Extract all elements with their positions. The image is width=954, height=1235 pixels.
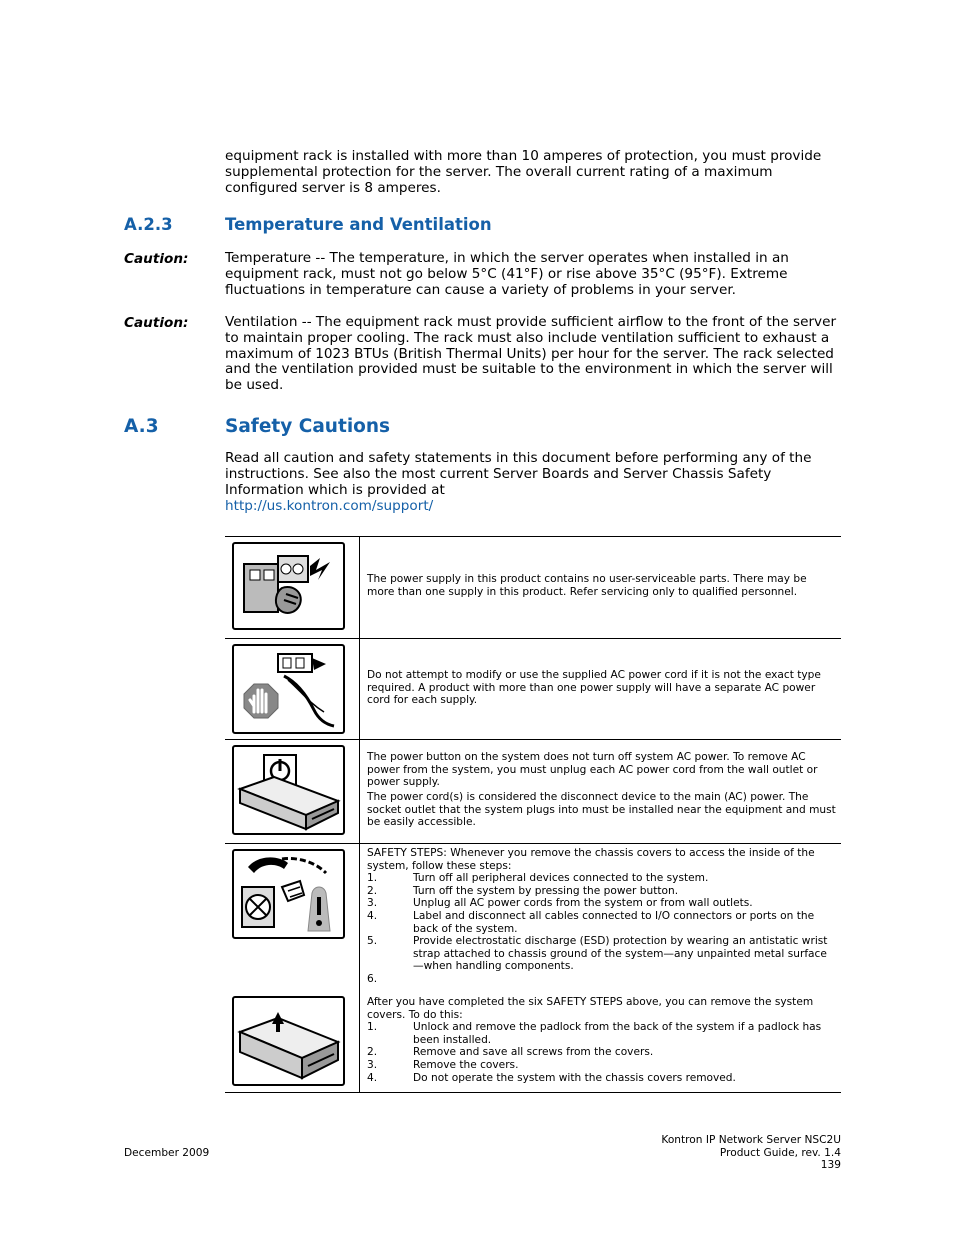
table-row-divider bbox=[225, 843, 841, 844]
row1-text: The power supply in this product contains no user-serviceable parts. There may be more than one supply in this product. Refer servicing only to qualified personnel. bbox=[367, 573, 807, 598]
table-row-divider bbox=[225, 739, 841, 740]
list-item: 1. Unlock and remove the padlock from the back of the system if a padlock has been installed. bbox=[367, 1021, 822, 1046]
footer-guide: Product Guide, rev. 1.4 bbox=[719, 1146, 841, 1159]
support-link[interactable]: http://us.kontron.com/support/ bbox=[225, 498, 434, 514]
list-item: 3. Remove the covers. bbox=[367, 1058, 519, 1071]
intro-paragraph: equipment rack is installed with more than 10 amperes of protection, you must provide supplemental protection for the server. The overall current rating of a maximum configured server is 8 amperes. bbox=[225, 148, 822, 196]
table-bottom-border bbox=[225, 1092, 841, 1093]
caution-label-temperature: Caution: bbox=[124, 251, 189, 267]
footer-date: December 2009 bbox=[124, 1147, 210, 1159]
table-row-divider bbox=[225, 638, 841, 639]
cover-removal-block bbox=[367, 996, 837, 1084]
power-supply-shock-icon bbox=[232, 542, 345, 630]
cover-removal-intro: After you have completed the six SAFETY STEPS above, you can remove the system covers. To do this: bbox=[367, 996, 814, 1021]
caution-text-ventilation: Ventilation -- The equipment rack must provide sufficient airflow to the front of the server to maintain proper cooling. The rack must also include ventilation sufficient to exhaust a maximum of 1023 BTUs (British Thermal Units) per hour for the server. The rack selected and the ventilation provided must be suitable to the environment in which the server will be used. bbox=[225, 314, 837, 394]
list-item: 2. Turn off the system by pressing the power button. bbox=[367, 884, 679, 897]
table-top-border bbox=[225, 536, 841, 537]
safety-intro-paragraph: Read all caution and safety statements in this document before performing any of the instructions. See also the most current Server Boards and Server Chassis Safety Information which is provided at bbox=[225, 450, 812, 498]
row3-text-2: The power cord(s) is considered the disconnect device to the main (AC) power. The socket outlet that the system plugs into must be installed near the equipment and must be easily accessible. bbox=[367, 791, 836, 829]
list-item: 6. bbox=[367, 972, 378, 985]
footer-page-number: 139 bbox=[820, 1159, 841, 1172]
safety-steps-block bbox=[367, 847, 837, 986]
safety-steps-intro: SAFETY STEPS: Whenever you remove the chassis covers to access the inside of the system, follow these steps: bbox=[367, 847, 815, 872]
section-title-safety: Safety Cautions bbox=[225, 416, 391, 437]
list-item: 4. Label and disconnect all cables connected to I/O connectors or ports on the back of the system. bbox=[367, 909, 815, 935]
footer-block bbox=[661, 1134, 841, 1172]
caution-label-ventilation: Caution: bbox=[124, 315, 189, 331]
server-power-button-icon bbox=[232, 745, 345, 835]
section-title-temperature: Temperature and Ventilation bbox=[225, 215, 492, 234]
table-column-divider bbox=[359, 536, 360, 1093]
power-cord-stop-hand-icon bbox=[232, 644, 345, 734]
section-number-a3: A.3 bbox=[124, 416, 159, 437]
section-number-a23: A.2.3 bbox=[124, 215, 173, 234]
footer-product: Kontron IP Network Server NSC2U bbox=[661, 1134, 841, 1146]
list-item: 4. Do not operate the system with the chassis covers removed. bbox=[367, 1071, 736, 1084]
safety-steps-warning-icon bbox=[232, 849, 345, 939]
list-item: 1. Turn off all peripheral devices connected to the system. bbox=[367, 872, 709, 885]
row2-text: Do not attempt to modify or use the supplied AC power cord if it is not the exact type required. A product with more than one power supply will have a separate AC power cord for each supply. bbox=[367, 669, 821, 707]
list-item: 2. Remove and save all screws from the covers. bbox=[367, 1046, 654, 1059]
chassis-cover-removal-icon bbox=[232, 996, 345, 1086]
list-item: 3. Unplug all AC power cords from the system or from wall outlets. bbox=[367, 897, 753, 910]
list-item: 5. Provide electrostatic discharge (ESD) protection by wearing an antistatic wrist strap attached to chassis ground of the system—any unpainted metal surface—when handling components. bbox=[367, 935, 828, 973]
row3-text-1: The power button on the system does not turn off system AC power. To remove AC power from the system, you must unplug each AC power cord from the wall outlet or power supply. bbox=[367, 751, 818, 789]
caution-text-temperature: Temperature -- The temperature, in which the server operates when installed in an equipment rack, must not go below 5°C (41°F) or rise above 35°C (95°F). Extreme fluctuations in temperature can cause a variety of problems in your server. bbox=[225, 250, 789, 298]
